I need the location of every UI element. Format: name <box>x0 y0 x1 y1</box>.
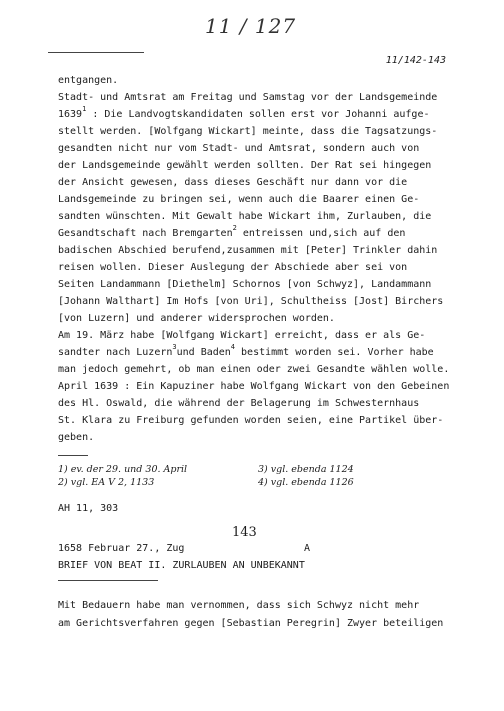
footnote-marker: 1 <box>82 105 87 113</box>
body-line <box>58 106 458 123</box>
footnote-2: 2) vgl. EA V 2, 1133 <box>58 477 155 488</box>
body-text-segment: sandten wünschten. Mit Gewalt habe Wickart ihm, Zurlauben, die <box>58 211 432 222</box>
body-text-segment: man jedoch gemehrt, ob man einen oder zwei Gesandte wählen wolle. <box>58 364 450 375</box>
body-text-segment: St. Klara zu Freiburg gefunden worden seien, eine Partikel über- <box>58 415 444 426</box>
body-text-segment: der Ansicht gewesen, dass dieses Geschäft nur dann vor die <box>58 177 408 188</box>
footnote-3: 3) vgl. ebenda 1124 <box>258 464 354 475</box>
footnotes-left <box>58 463 187 489</box>
body-text-segment: badischen Abschied berufend,zusammen mit [Peter] Trinkler dahin <box>58 245 438 256</box>
top-rule <box>48 52 144 53</box>
body-text-segment: [von Luzern] und anderer widersprochen worden. <box>58 313 335 324</box>
document-heading: BRIEF VON BEAT II. ZURLAUBEN AN UNBEKANNT <box>58 560 305 571</box>
footnotes-right <box>258 463 354 489</box>
body-line <box>58 140 458 157</box>
body-text-segment: reisen wollen. Dieser Auslegung der Abschiede aber sei von <box>58 262 408 273</box>
body-line <box>58 276 458 293</box>
body-text-segment: entgangen. <box>58 75 119 86</box>
footnote-marker: 2 <box>232 224 237 232</box>
body-line <box>58 89 458 106</box>
body-text-segment: Landsgemeinde zu bringen sei, wenn auch die Baarer einen Ge- <box>58 194 420 205</box>
letter-body <box>58 597 478 633</box>
body-line <box>58 344 458 361</box>
body-line <box>58 72 458 89</box>
body-line <box>58 191 458 208</box>
body-text-segment: Gesandtschaft nach Bremgarten <box>58 228 233 239</box>
body-text-segment: : Die Landvogtskandidaten sollen erst vor Johanni aufge- <box>86 109 430 120</box>
body-text-segment: [Johann Walthart] Im Hofs [von Uri], Schultheiss [Jost] Birchers <box>58 296 444 307</box>
heading-rule <box>58 580 158 581</box>
footnote-4: 4) vgl. ebenda 1126 <box>258 477 354 488</box>
body-line <box>58 395 458 412</box>
body-text-segment: geben. <box>58 432 95 443</box>
letter-line: Mit Bedauern habe man vernommen, dass sich Schwyz nicht mehr <box>58 600 420 611</box>
body-line <box>58 429 458 446</box>
body-text-segment: und Baden <box>176 347 231 358</box>
body-line <box>58 208 458 225</box>
body-text-segment: 1639 <box>58 109 83 120</box>
letter-line: am Gerichtsverfahren gegen [Sebastian Peregrin] Zwyer beteiligen <box>58 618 444 629</box>
body-text-segment: Stadt- und Amtsrat am Freitag und Samstag vor der Landsgemeinde <box>58 92 438 103</box>
footnote-1: 1) ev. der 29. und 30. April <box>58 464 188 475</box>
body-line <box>58 225 458 242</box>
document-letter: A <box>304 543 311 554</box>
body-line <box>58 293 458 310</box>
archive-reference: AH 11, 303 <box>58 503 119 514</box>
footnote-marker: 3 <box>172 343 177 351</box>
body-line <box>58 242 458 259</box>
body-text-segment: sandter nach Luzern <box>58 347 173 358</box>
body-text-segment: der Landsgemeinde gewählt werden sollten. Der Rat sei hingegen <box>58 160 432 171</box>
body-text-segment: Seiten Landammann [Diethelm] Schornos [von Schwyz], Landammann <box>58 279 432 290</box>
body-line <box>58 157 458 174</box>
body-line <box>58 123 458 140</box>
body-line <box>58 361 458 378</box>
date-place: 1658 Februar 27., Zug <box>58 543 185 554</box>
body-text-segment: des Hl. Oswald, die während der Belagerung im Schwesternhaus <box>58 398 420 409</box>
body-text-segment: bestimmt worden sei. Vorher habe <box>235 347 434 358</box>
body-text-segment: gesandten nicht nur vom Stadt- und Amtsrat, sondern auch von <box>58 143 420 154</box>
body-line <box>58 412 458 429</box>
handwritten-page-number: 11 / 127 <box>205 14 297 38</box>
body-line <box>58 327 458 344</box>
body-text-segment: entreissen und,sich auf den <box>236 228 406 239</box>
body-text-segment: stellt werden. [Wolfgang Wickart] meinte, dass die Tagsatzungs- <box>58 126 438 137</box>
page-reference: 11/142-143 <box>385 55 446 66</box>
page-number: 143 <box>232 525 257 540</box>
footnote-rule <box>58 455 88 456</box>
body-text-segment: April 1639 : Ein Kapuziner habe Wolfgang Wickart von den Gebeinen <box>58 381 450 392</box>
footnote-marker: 4 <box>230 343 236 351</box>
body-line <box>58 310 458 327</box>
body-text-segment: Am 19. März habe [Wolfgang Wickart] erreicht, dass er als Ge- <box>58 330 426 341</box>
body-line <box>58 259 458 276</box>
body-line <box>58 174 458 191</box>
body-line <box>58 378 458 395</box>
body-text <box>58 72 458 446</box>
